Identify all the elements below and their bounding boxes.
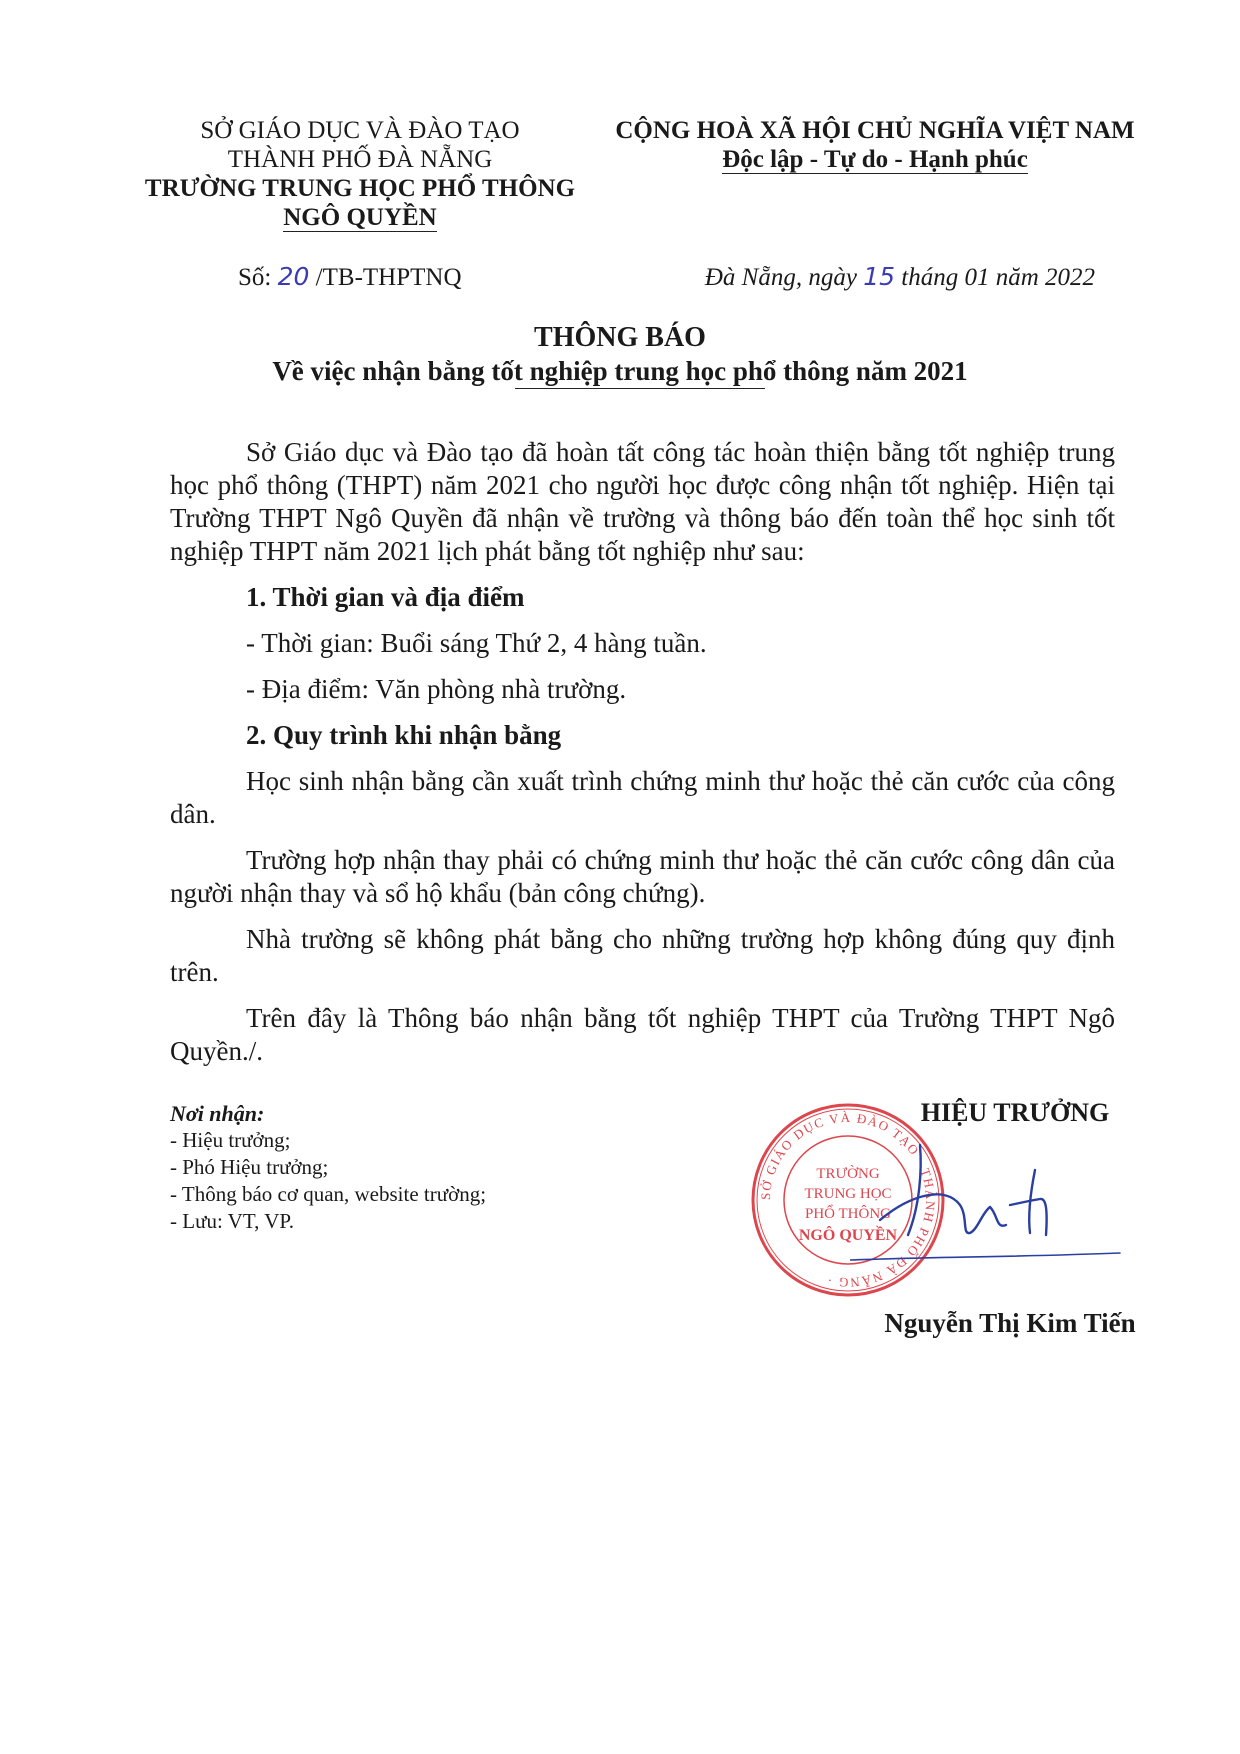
issuer-school-line2: NGÔ QUYỀN <box>283 204 437 231</box>
signer-name: Nguyễn Thị Kim Tiến <box>884 1308 1136 1338</box>
recipients-block <box>170 1100 486 1235</box>
procedure-paragraph-3: Nhà trường sẽ không phát bằng cho những trường hợp không đúng quy định trên. <box>170 924 1115 987</box>
handwritten-signature <box>850 1125 1130 1285</box>
handwritten-day: 15 <box>863 262 895 291</box>
recipient-item: - Thông báo cơ quan, website trường; <box>170 1182 487 1206</box>
svg-text:TRUNG HỌC: TRUNG HỌC <box>804 1186 892 1202</box>
recipient-item: - Lưu: VT, VP. <box>170 1209 294 1233</box>
section1-place: - Địa điểm: Văn phòng nhà trường. <box>246 674 627 704</box>
recipient-item: - Hiệu trưởng; <box>170 1128 291 1152</box>
intro-paragraph: Sở Giáo dục và Đào tạo đã hoàn tất công tác hoàn thiện bằng tốt nghiệp trung học phổ thông (THPT) năm 2021 cho người học được công nhận tốt nghiệp. Hiện tại Trường THPT Ngô Quyền đã nhận về trường và thông báo đến toàn thể học sinh tốt nghiệp THPT năm 2021 lịch phát bằng tốt nghiệp như sau: <box>170 437 1115 566</box>
svg-text:NGÔ QUYỀN: NGÔ QUYỀN <box>798 1227 898 1244</box>
section1-heading: 1. Thời gian và địa điểm <box>246 582 525 612</box>
country-name: CỘNG HOÀ XÃ HỘI CHỦ NGHĨA VIỆT NAM <box>615 117 1135 144</box>
document-subtitle: Về việc nhận bằng tốt nghiệp trung học phổ thông năm 2021 <box>272 356 968 386</box>
date-line: Đà Nẵng, ngày 15 tháng 01 năm 2022 <box>704 262 1095 291</box>
procedure-paragraph-2: Trường hợp nhận thay phải có chứng minh thư hoặc thẻ căn cước công dân của người nhận thay và sổ hộ khẩu (bản công chứng). <box>170 845 1115 908</box>
document-title: THÔNG BÁO <box>534 322 706 353</box>
svg-text:SỞ GIÁO DỤC VÀ ĐÀO TẠO · THÀNH: SỞ GIÁO DỤC VÀ ĐÀO TẠO · THÀNH PHỐ ĐÀ NẴNG · <box>757 1109 939 1291</box>
document-number: Số: 20 /TB-THPTNQ <box>238 262 462 291</box>
title-underline <box>515 388 765 389</box>
section1-time: - Thời gian: Buổi sáng Thứ 2, 4 hàng tuần. <box>246 628 707 658</box>
procedure-paragraph-1: Học sinh nhận bằng cần xuất trình chứng minh thư hoặc thẻ căn cước của công dân. <box>170 766 1115 829</box>
recipient-item: - Phó Hiệu trưởng; <box>170 1155 329 1179</box>
signer-title: HIỆU TRƯỞNG <box>920 1098 1110 1127</box>
recipients-label: Nơi nhận: <box>170 1101 265 1126</box>
section2-heading: 2. Quy trình khi nhận bằng <box>246 720 562 750</box>
closing-paragraph: Trên đây là Thông báo nhận bằng tốt nghiệp THPT của Trường THPT Ngô Quyền./. <box>170 1003 1115 1066</box>
national-motto-block <box>600 116 1150 174</box>
issuer-block <box>135 116 585 232</box>
issuer-school-line1: TRƯỜNG TRUNG HỌC PHỔ THÔNG <box>144 175 576 202</box>
national-motto: Độc lập - Tự do - Hạnh phúc <box>722 146 1028 173</box>
svg-text:PHỔ THÔNG: PHỔ THÔNG <box>805 1206 891 1222</box>
svg-text:TRƯỜNG: TRƯỜNG <box>816 1166 880 1182</box>
issuer-city: THÀNH PHỐ ĐÀ NẴNG <box>227 146 493 173</box>
issuer-department: SỞ GIÁO DỤC VÀ ĐÀO TẠO <box>200 117 520 144</box>
handwritten-number: 20 <box>277 262 310 291</box>
